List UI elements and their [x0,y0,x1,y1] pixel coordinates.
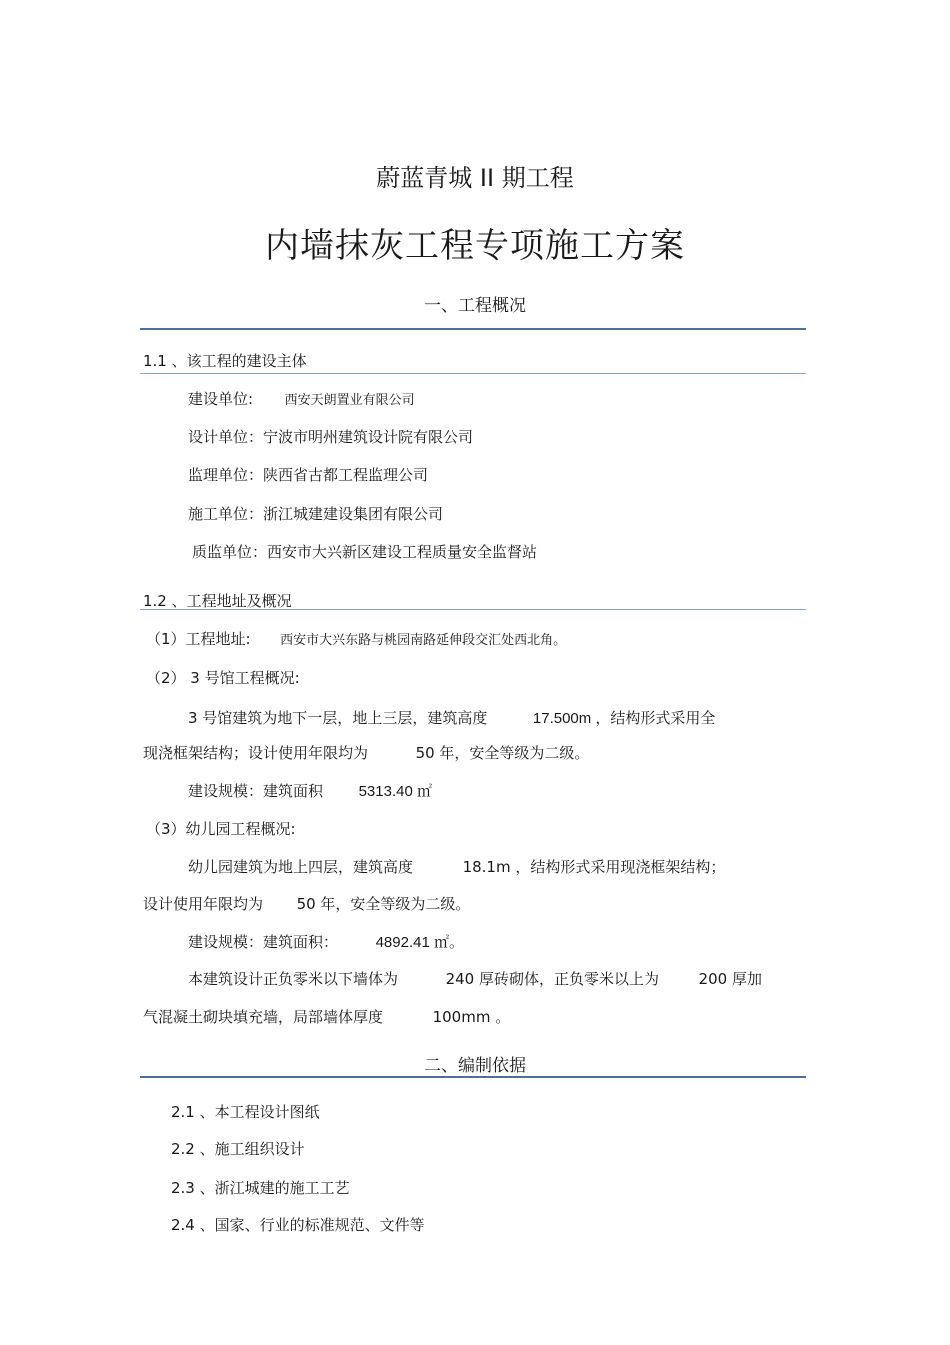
wall-para-a: 本建筑设计正负零米以下墙体为 [188,970,399,988]
kindergarten-para-a: 幼儿园建筑为地上四层，建筑高度 [188,858,414,876]
subsection-1-2-heading: 1.2 、工程地址及概况 [143,592,292,610]
subsection-1-2-divider [140,609,806,610]
basis-item-3: 2.3 、浙江城建的施工工艺 [171,1179,350,1197]
kindergarten-para-b: 18.1m ，结构形式采用现浇框架结构； [462,858,726,876]
hall3-para-line1 [188,707,715,728]
section-1-title: 一、工程概况 [424,296,526,316]
hall3-scale-line [188,780,432,801]
hall3-scale-label: 建设规模：建筑面积 [188,782,324,800]
kindergarten-para-line1 [188,856,725,877]
kindergarten-scale-value: 4892.41 ㎡。 [375,934,464,951]
kindergarten-para-line2 [143,893,470,914]
build-unit-value: 西安天朗置业有限公司 [284,393,415,408]
document-title: 内墙抹灰工程专项施工方案 [265,226,685,266]
kindergarten-scale-label: 建设规模：建筑面积： [188,933,339,951]
project-name: 蔚蓝青城 II 期工程 [376,164,574,192]
kindergarten-heading: （3）幼儿园工程概况: [146,820,296,838]
basis-item-1: 2.1 、本工程设计图纸 [171,1103,320,1121]
wall-para-b: 240 厚砖砌体，正负零米以上为 [445,970,659,988]
kindergarten-para-c: 设计使用年限均为 [143,895,264,913]
wall-para-c: 200 厚加 [698,970,762,988]
supervision-unit-line: 监理单位：陕西省古都工程监理公司 [188,466,429,484]
build-unit-label: 建设单位: [188,390,254,408]
kindergarten-scale-line [188,931,464,952]
build-unit-line [188,388,415,409]
basis-item-4: 2.4 、国家、行业的标准规范、文件等 [171,1216,425,1234]
hall3-heading: （2） 3 号馆工程概况: [146,669,300,687]
hall3-scale-value: 5313.40 ㎡ [358,783,432,800]
basis-item-2: 2.2 、施工组织设计 [171,1140,305,1158]
hall3-para-line2 [143,742,589,763]
kindergarten-para-d: 50 年，安全等级为二级。 [296,895,471,913]
section-1-divider [140,328,806,330]
hall3-height: 17.500m ，结构形式采用全 [532,710,716,727]
section-2-title: 二、编制依据 [424,1056,526,1076]
section-2-divider [140,1076,806,1078]
address-value: 西安市大兴东路与桃园南路延伸段交汇处西北角。 [280,633,567,648]
wall-para-d: 气混凝土砌块填充墙，局部墙体厚度 [143,1008,384,1026]
address-line [146,628,566,649]
wall-para-line2 [143,1006,510,1027]
construction-unit-line: 施工单位：浙江城建建设集团有限公司 [188,505,444,523]
address-label: （1）工程地址: [146,630,251,648]
subsection-1-1-divider [140,373,806,374]
hall3-para-d: 50 年，安全等级为二级。 [415,744,590,762]
quality-unit-line: 质监单位：西安市大兴新区建设工程质量安全监督站 [192,543,538,561]
hall3-para-a: 3 号馆建筑为地下一层，地上三层，建筑高度 [188,709,488,727]
subsection-1-1-heading: 1.1 、该工程的建设主体 [143,352,307,370]
wall-para-line1 [188,968,762,989]
wall-para-e: 100mm 。 [432,1008,511,1026]
hall3-para-c: 现浇框架结构；设计使用年限均为 [143,744,369,762]
design-unit-line: 设计单位：宁波市明州建筑设计院有限公司 [188,428,474,446]
